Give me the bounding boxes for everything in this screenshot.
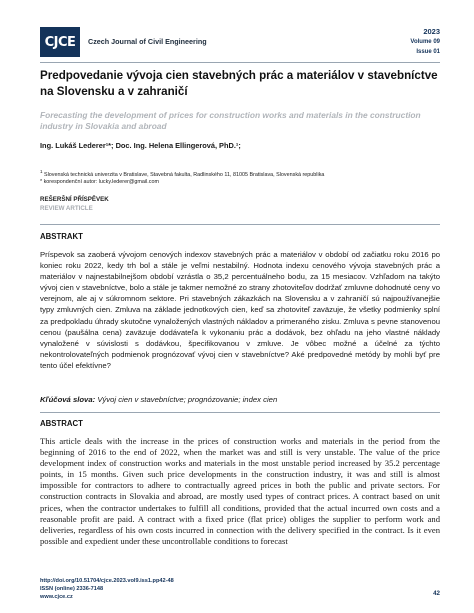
issue-meta xyxy=(410,27,440,57)
article-type-cz: REŠERŠNÍ PŘÍSPĚVEK xyxy=(40,196,109,203)
website-link[interactable]: www.cjce.cz xyxy=(40,594,73,600)
doi-link[interactable]: http://doi.org/10.51704/cjce.2023.vol9.iss1.pp42-48 xyxy=(40,578,174,584)
keywords-text: Vývoj cien v stavebníctve; prognózovanie; index cien xyxy=(97,395,278,404)
abstrakt-heading: ABSTRAKT xyxy=(40,232,83,241)
footer xyxy=(40,577,174,601)
header-divider xyxy=(40,62,440,63)
abstrakt-text: Príspevok sa zaoberá vývojom cenových indexov stavebných prác a materiálov v období od začiatku roku 2016 po koniec roku 2022, kedy trh bol a stále je veľmi nestabilný. Hodnota indexu cenového vývoja stavebných prác a materiálov v najnestabilnejšom období vzrástla o 35,2 percentuálneho bodu, za 15 mesiacov. Vzhľadom na takýto vývoj cien v stavebníctve, bolo a stále je takmer nemožné zo strany zhotoviteľov dodržať zmluvne dohodnuté ceny vo verejnom, ale aj v súkromnom sektore. Pri stavebných zákazkách na Slovensku a v zahraničí sú najpoužívanejšie typy zmluvných cien. Zmluva na základe jednotkových cien, keď sa zhotoviteľ zaväzuje, že všetky podmienky splní za predpokladu úhrady skutočne vynaložených vlastných nákladov a primeraného zisku. Zmluva s pevne stanovenou cenou (paušálna cena) zaväzuje dodávateľa k vykonaniu prác a dodávok, bez ohľadu na jeho vlastné náklady vynaložené v súvislosti s dodávkou, špecifikovanou v zmluve. Je vôbec možné a účelné za týchto nekontrolovateľných podmienok prognózovať vývoj cien v stavebníctve? Aké predpovedné metódy by mohli byť pre tento účel efektívne? xyxy=(40,250,440,370)
keywords-label: Kľúčová slova: xyxy=(40,395,96,404)
abstract-divider xyxy=(40,412,440,413)
article-subtitle: Forecasting the development of prices for construction works and materials in the construction industry in Slovakia and abroad xyxy=(40,110,421,131)
correspondence: * korespondenční autor: lucky.lederer@gmail.com xyxy=(40,179,159,185)
journal-name: Czech Journal of Civil Engineering xyxy=(88,37,207,46)
year: 2023 xyxy=(423,27,440,36)
journal-header xyxy=(40,27,440,63)
article-type-en: REVIEW ARTICLE xyxy=(40,205,93,212)
volume: Volume 09 xyxy=(410,39,440,45)
abstrakt-divider xyxy=(40,224,440,225)
abstract-heading: ABSTRACT xyxy=(40,419,83,428)
affiliation-text: Slovenská technická univerzita v Bratislave, Stavebná fakulta, Radlinského 11, 81005 Bratislava, Slovenská republika xyxy=(44,171,325,178)
issue: Issue 01 xyxy=(416,49,440,55)
abstract-text: This article deals with the increase in the prices of construction works and materials in the period from the beginning of 2016 to the end of 2022, when the market was and still is very unstable. The value of the price development index of construction works and materials in the most unstable period increased by 35.2 percentage points, in 15 months. Given such price developments in the construction industry, it was and still is almost impossible for contractors to adhere to contractually agreed prices in both the public and private sectors. For construction contracts in Slovakia and abroad, are mostly used types of contract prices. A contract based on unit prices, when the contractor undertakes to fulfill all conditions, provided that the actual incurred own costs and a reasonable profit are paid. A contract with a fixed price (flat price) obliges the supplier to perform work and deliveries, regardless of his own costs incurred in connection with the delivery specified in the contract. Is it even possible and expedient under these uncontrollable conditions to forecast xyxy=(40,436,440,546)
authors: Ing. Lukáš Lederer¹*; Doc. Ing. Helena Ellingerová, PhD.¹; xyxy=(40,141,241,150)
journal-logo: CJCE xyxy=(40,27,80,57)
affiliation-mark: 1 xyxy=(40,169,43,174)
article-title: Predpovedanie vývoja cien stavebných prác a materiálov v stavebníctve na Slovensku a v zahraničí xyxy=(40,69,438,98)
page-number: 42 xyxy=(433,590,440,597)
keywords xyxy=(40,395,440,404)
issn: ISSN (online) 2336-7148 xyxy=(40,586,104,592)
